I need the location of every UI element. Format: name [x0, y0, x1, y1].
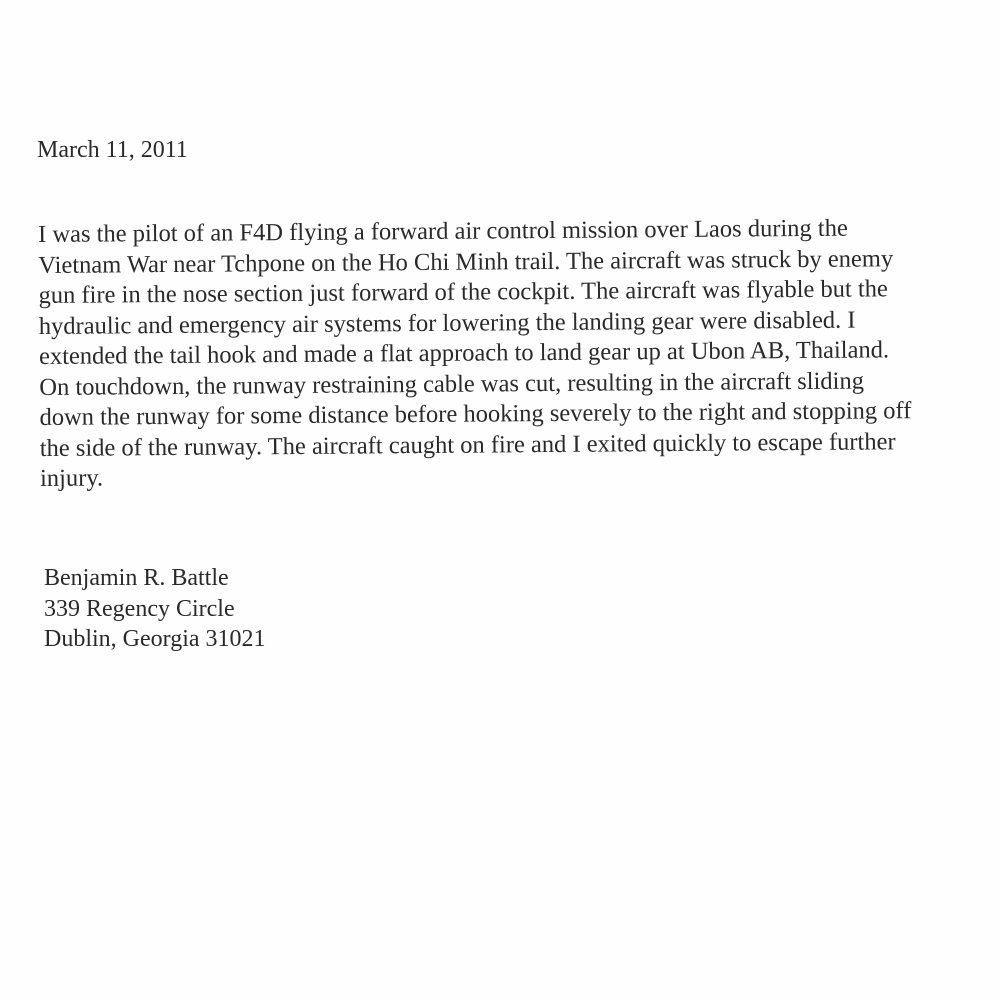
body-line: down the runway for some distance before hooking severely to the right and stopping off	[39, 397, 912, 431]
body-line: injury.	[39, 464, 104, 492]
body-line: I was the pilot of an F4D flying a forward air control mission over Laos during the	[38, 214, 848, 248]
signature-block	[44, 563, 266, 655]
letter-body	[38, 213, 965, 495]
signer-city-state-zip: Dublin, Georgia 31021	[44, 626, 266, 652]
body-line: On touchdown, the runway restraining cable was cut, resulting in the aircraft sliding	[39, 367, 865, 401]
body-line: gun fire in the nose section just forward of the cockpit. The aircraft was flyable but the	[38, 275, 888, 309]
body-line: the side of the runway. The aircraft caught on fire and I exited quickly to escape further	[39, 427, 896, 462]
signer-name: Benjamin R. Battle	[44, 565, 229, 591]
body-line: hydraulic and emergency air systems for lowering the landing gear were disabled. I	[38, 306, 856, 340]
letter-date: March 11, 2011	[37, 137, 188, 163]
body-line: extended the tail hook and made a flat approach to land gear up at Ubon AB, Thailand.	[38, 336, 890, 370]
signer-street-address: 339 Regency Circle	[44, 595, 235, 622]
body-line: Vietnam War near Tchpone on the Ho Chi Minh trail. The aircraft was struck by enemy	[38, 244, 894, 279]
